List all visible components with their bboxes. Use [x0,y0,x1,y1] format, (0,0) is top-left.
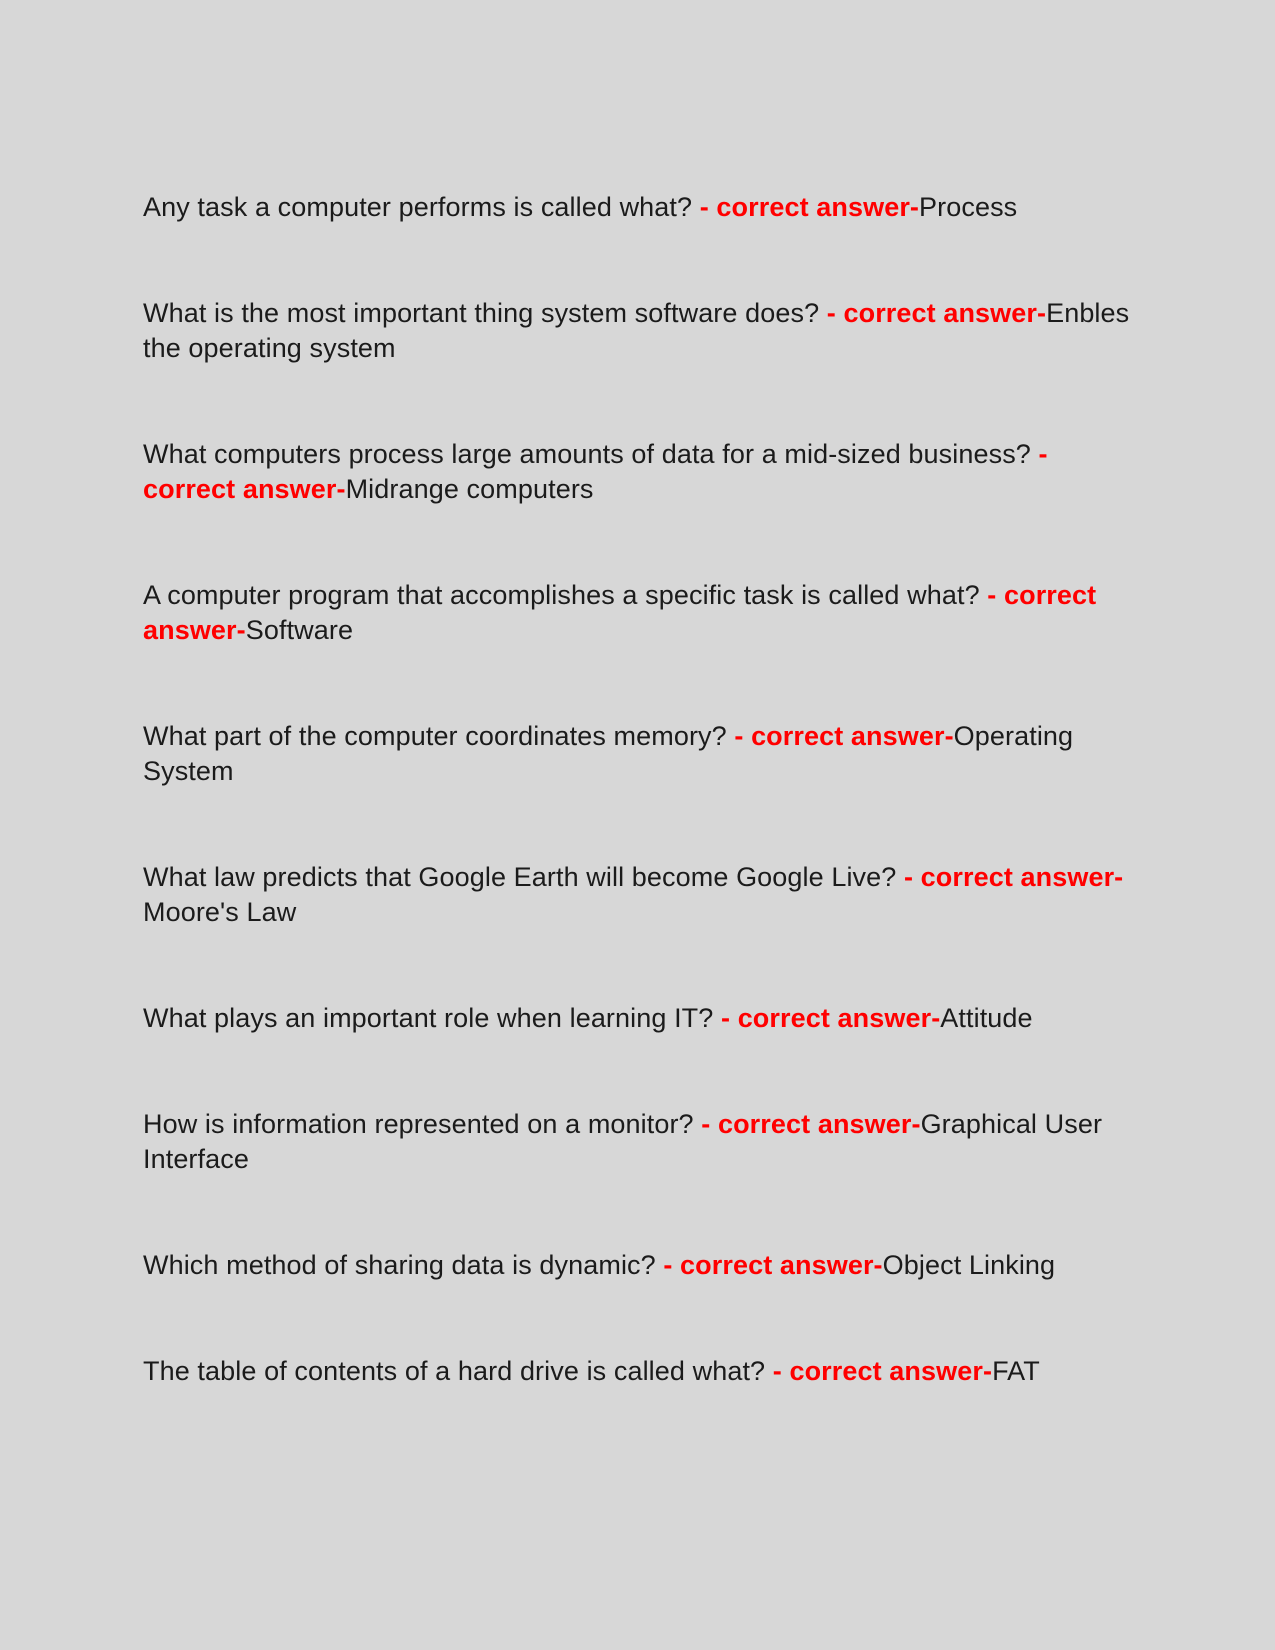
question-text: What computers process large amounts of data for a mid-sized business? [143,439,1039,469]
question-text: How is information represented on a monitor? [143,1109,702,1139]
answer-text: Software [245,615,354,645]
qa-item [143,1107,1145,1177]
qa-item [143,437,1145,507]
correct-answer-label: - correct answer- [701,1109,921,1139]
answer-text: Moore's Law [143,897,297,927]
correct-answer-label: - correct answer- [826,298,1047,328]
answer-text: Operating System [143,721,1074,786]
correct-answer-label: - correct answer- [143,580,1097,645]
qa-item [143,296,1145,366]
qa-item [143,860,1145,930]
correct-answer-label: - correct answer- [734,721,954,751]
qa-item [143,1248,1145,1283]
question-text: Any task a computer performs is called what? [143,192,700,222]
answer-text: FAT [992,1356,1040,1386]
qa-item [143,578,1145,648]
correct-answer-label: - correct answer- [143,439,1048,504]
question-text: Which method of sharing data is dynamic? [143,1250,664,1280]
answer-text: Graphical User Interface [143,1109,1103,1174]
question-text: What law predicts that Google Earth will become Google Live? [143,862,904,892]
qa-item [143,190,1145,225]
answer-text: Midrange computers [345,474,594,504]
answer-text: Process [919,192,1018,222]
correct-answer-label: - correct answer- [663,1250,883,1280]
answer-text: Attitude [940,1003,1033,1033]
question-text: What plays an important role when learning IT? [143,1003,721,1033]
answer-text: Enbles the operating system [143,298,1130,363]
correct-answer-label: - correct answer- [721,1003,941,1033]
correct-answer-label: - correct answer- [772,1356,993,1386]
correct-answer-label: - correct answer- [699,192,920,222]
question-text: A computer program that accomplishes a specific task is called what? [143,580,988,610]
answer-text: Object Linking [882,1250,1056,1280]
question-text: What is the most important thing system software does? [143,298,827,328]
question-text: The table of contents of a hard drive is called what? [143,1356,773,1386]
qa-item [143,1354,1145,1389]
question-text: What part of the computer coordinates memory? [143,721,735,751]
correct-answer-label: - correct answer- [903,862,1124,892]
qa-item [143,1001,1145,1036]
qa-list [143,190,1145,1389]
qa-item [143,719,1145,789]
